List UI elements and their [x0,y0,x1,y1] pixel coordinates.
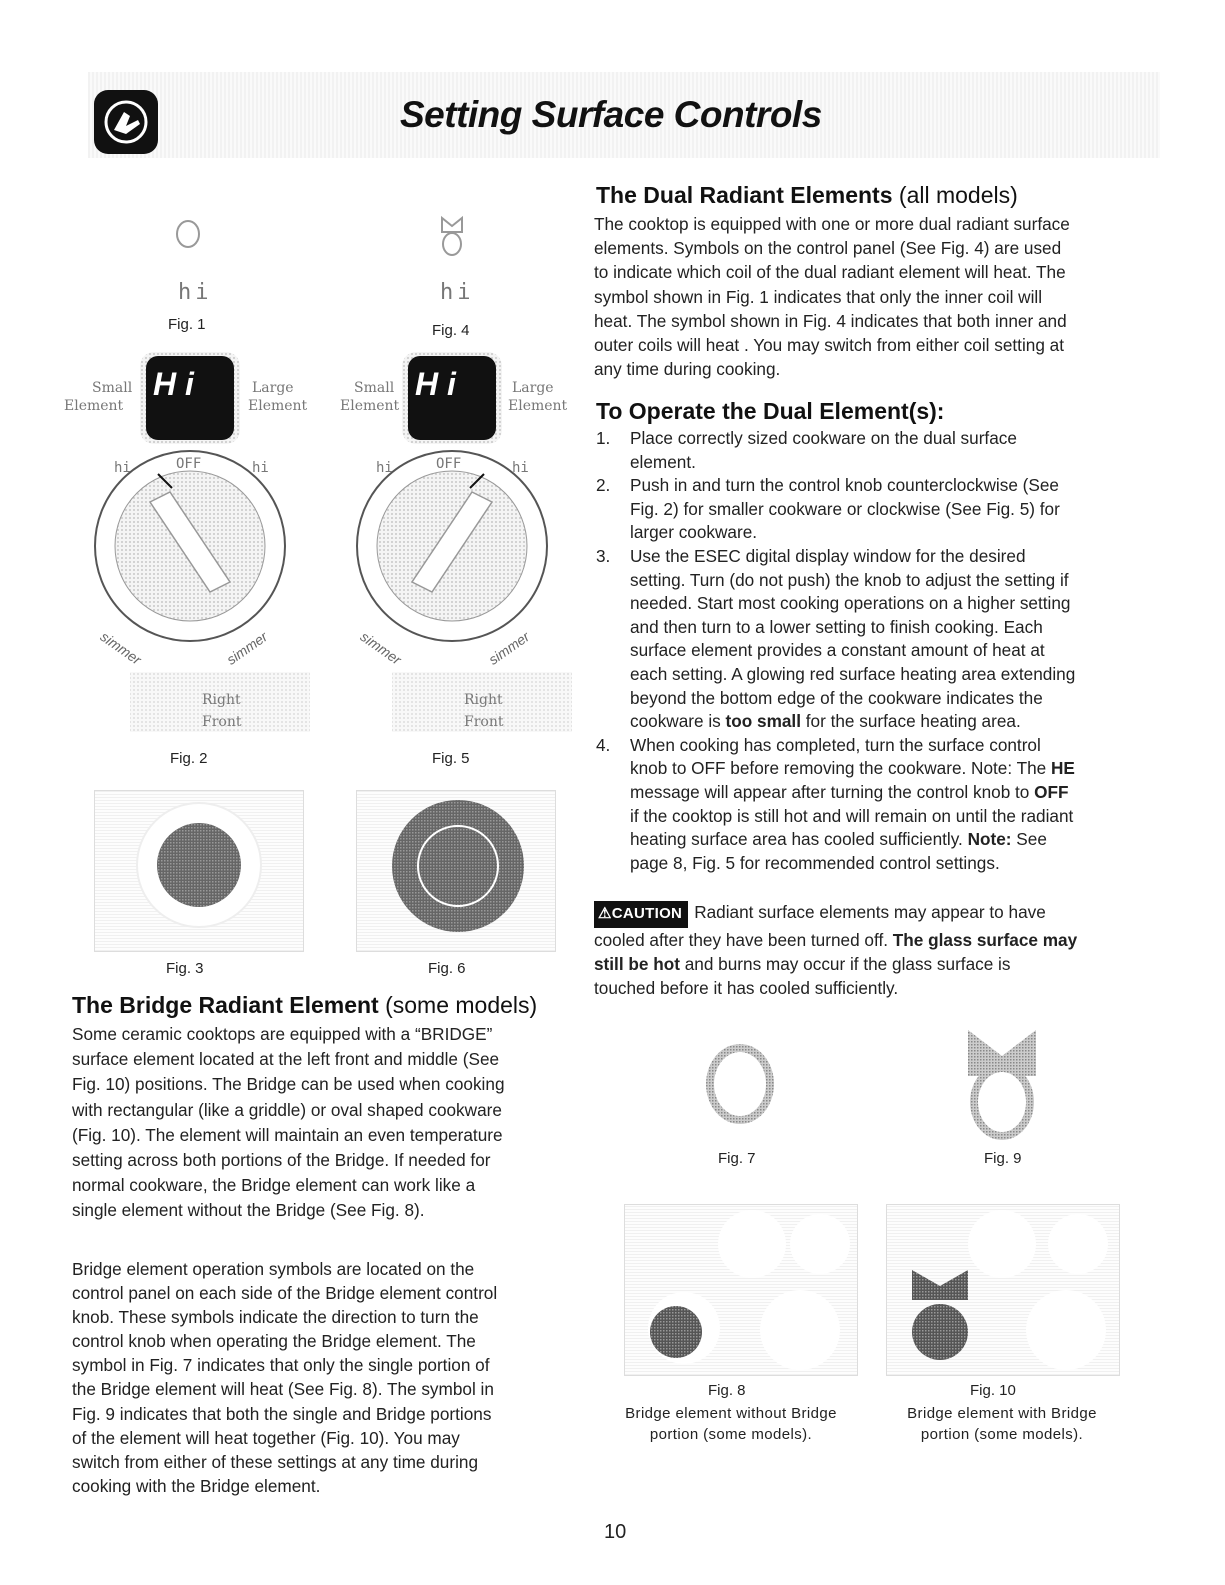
fig9-label: Fig. 9 [984,1150,1022,1167]
step-item [596,734,1156,876]
fig2-hi-right: hi [252,460,269,476]
step-text: message will appear after turning the control knob to [630,781,1035,802]
fig3-label: Fig. 3 [166,960,204,977]
bridge-line: setting across both portions of the Bridge. If needed for [72,1150,491,1171]
step-line [630,757,1156,781]
bridge-paragraph-1 [72,1022,572,1224]
fig5-simmer-right: simmer [485,628,533,668]
dual-line: The cooktop is equipped with one or more dual radiant surface [594,214,1070,234]
dual-heading-rest: (all models) [898,182,1018,208]
bridge-line: Fig. 9 indicates that both the single and Bridge portions [72,1403,492,1424]
page-title: Setting Surface Controls [400,94,822,135]
fig1-label: Fig. 1 [168,316,206,333]
dual-line: elements. Symbols on the control panel (See Fig. 4) are used [594,238,1062,259]
step-text: for the surface heating area. [800,711,1021,732]
step-line: Fig. 2) for smaller cookware or clockwise (See Fig. 5) for [630,498,1060,519]
fig5-hi-left: hi [376,460,393,476]
step-line [630,781,1156,805]
step-item [596,427,1156,474]
dual-line: outer coils will heat . You may switch from either coil setting at [594,335,1065,356]
step-line: beyond the bottom edge of the cookware indicates the [630,687,1043,708]
caution-badge-text: CAUTION [611,905,683,922]
step-line [630,710,1156,734]
caution-badge [594,901,688,928]
bridge-line: the Bridge element will heat (See Fig. 8). The symbol in [72,1379,494,1400]
fig2-small-element-label: Element [64,398,124,414]
bridge-line: switch from either of these settings at any time during [72,1451,479,1472]
warning-triangle-icon: ⚠ [598,905,612,922]
dual-line: heat. The symbol shown in Fig. 4 indicates that both inner and [594,310,1067,331]
step-line: larger cookware. [630,522,758,543]
bridge-line: symbol in Fig. 7 indicates that only the single portion of [72,1355,490,1376]
fig2-display: H i [153,366,194,402]
dual-paragraph [594,212,1164,381]
fig8-cooktop-diagram [624,1204,858,1376]
dual-line: to indicate which coil of the dual radiant element will heat. The [594,262,1066,283]
fig10-cooktop-diagram [886,1204,1120,1376]
fig7-single-symbol [700,1040,780,1130]
fig2-off: OFF [176,456,202,472]
step-number: 1. [596,428,611,448]
bridge-line: Some ceramic cooktops are equipped with a “BRIDGE” [72,1024,493,1044]
caption-line: portion (some models). [649,1426,813,1443]
caution-line [594,900,1164,928]
fig5-simmer-left: simmer [357,628,405,668]
bridge-heading-rest: (some models) [385,992,538,1018]
bridge-paragraph-2 [72,1257,572,1498]
step-text: See [1011,829,1047,850]
fig4-dual-coil-symbol [432,214,472,258]
caution-line [594,928,1164,952]
fig6-dual-element [388,796,528,936]
step-line: and then turn to a lower setting to finish cooking. Each [630,616,1043,637]
caution-line: touched before it has cooled sufficiently. [594,978,899,998]
caution-bold: The glass surface may [892,930,1078,950]
step-line: Push in and turn the control knob counterclockwise (See [630,475,1059,496]
step-bold: too small [725,711,801,732]
step-line: needed. Start most cooking operations on a higher setting [630,593,1071,614]
caution-text: and burns may occur if the glass surface is [679,954,1011,974]
fig2-large-label: Large [252,380,294,396]
bridge-line: control knob when operating the Bridge element. The [72,1331,476,1352]
fig5-small-element-label: Element [340,398,400,414]
bridge-line: Bridge element operation symbols are located on the [72,1259,475,1279]
step-item [596,545,1156,734]
bridge-line: knob. These symbols indicate the direction to turn the [72,1307,479,1328]
step-number: 2. [596,475,611,496]
step-line: surface element provides a constant amount of heat at [630,640,1045,661]
fig2-simmer-right: simmer [223,628,271,668]
bridge-line: control panel on each side of the Bridge element control [72,1283,498,1304]
step-item [596,474,1156,545]
bridge-line: cooking with the Bridge element. [72,1475,321,1496]
fig5-large-label: Large [512,380,554,396]
fig2-label: Fig. 2 [170,750,208,767]
caption-line: Bridge element with Bridge [907,1405,1097,1422]
fig1-inner-coil-symbol [168,214,208,254]
fig2-hi-left: hi [114,460,131,476]
bridge-heading [72,992,537,1019]
bridge-heading-bold: The Bridge Radiant Element [72,992,379,1018]
bridge-line: single element without the Bridge (See Fig. 8). [72,1200,425,1221]
dual-line: symbol shown in Fig. 1 indicates that only the inner coil will [594,286,1043,307]
fig6-label: Fig. 6 [428,960,466,977]
fig5-front-label: Front [464,714,504,730]
bridge-line: (Fig. 10). The element will maintain an even temperature [72,1124,503,1145]
page-number: 10 [604,1521,627,1543]
caution-line [594,952,1164,976]
fig8-caption [598,1403,864,1445]
fig8-label: Fig. 8 [708,1382,746,1399]
fig5-large-element-label: Element [508,398,568,414]
bridge-line: Fig. 10) positions. The Bridge can be used when cooking [72,1074,505,1095]
step-text: cookware is [630,711,726,732]
fig4-hi-label: hi [440,280,475,305]
caption-line: portion (some models). [920,1426,1084,1443]
bridge-line: with rectangular (like a griddle) or oval shaped cookware [72,1099,502,1120]
dual-heading [596,182,1018,209]
step-bold: Note: [967,829,1012,850]
fig5-hi-right: hi [512,460,529,476]
step-line: Place correctly sized cookware on the dual surface [630,428,1017,448]
bridge-line: normal cookware, the Bridge element can work like a [72,1175,476,1196]
fig10-caption [872,1403,1132,1445]
step-line: page 8, Fig. 5 for recommended control settings. [630,852,1000,873]
step-line [630,828,1156,852]
fig2-simmer-left: simmer [97,628,145,668]
step-line: setting. Turn (do not push) the knob to adjust the setting if [630,569,1069,590]
fig2-large-element-label: Element [248,398,308,414]
dual-line: any time during cooking. [594,359,781,380]
step-bold: OFF [1034,781,1069,802]
step-text: knob to OFF before removing the cookware. Note: The [630,758,1051,779]
step-line: When cooking has completed, turn the surface control [630,734,1041,755]
hand-on-knob-icon [90,86,162,158]
step-line: each setting. A glowing red surface heating area extending [630,663,1076,684]
caution-text: cooled after they have been turned off. [594,930,893,950]
fig5-label: Fig. 5 [432,750,470,767]
caution-bold: still be hot [594,954,680,974]
operate-heading: To Operate the Dual Element(s): [596,398,945,424]
step-bold: HE [1051,758,1075,779]
fig3-inner-element [134,800,264,930]
step-line: element. [630,451,696,472]
fig7-label: Fig. 7 [718,1150,756,1167]
caution-text: Radiant surface elements may appear to have [694,902,1046,922]
step-number: 3. [596,545,611,566]
fig9-bridge-symbol [962,1026,1042,1142]
fig2-front-label: Front [202,714,242,730]
fig1-hi-label: hi [178,280,213,305]
caution-block [594,900,1164,1000]
fig5-small-label: Small [354,380,395,396]
step-number: 4. [596,734,611,755]
bridge-line: of the element will heat together (Fig. 10). You may [72,1427,460,1448]
operate-steps [596,427,1156,875]
fig5-display: H i [415,366,456,402]
fig10-label: Fig. 10 [970,1382,1016,1399]
caption-line: Bridge element without Bridge [625,1405,837,1422]
bridge-line: surface element located at the left front and middle (See [72,1049,500,1070]
step-line: if the cooktop is still hot and will remain on until the radiant [630,805,1074,826]
fig5-off: OFF [436,456,462,472]
step-text: heating surface area has cooled sufficiently. [630,829,968,850]
step-line: Use the ESEC digital display window for the desired [630,545,1026,566]
fig2-right-label: Right [202,692,241,708]
fig4-label: Fig. 4 [432,322,470,339]
fig2-small-label: Small [92,380,133,396]
dual-heading-bold: The Dual Radiant Elements [596,182,893,208]
fig5-right-label: Right [464,692,503,708]
